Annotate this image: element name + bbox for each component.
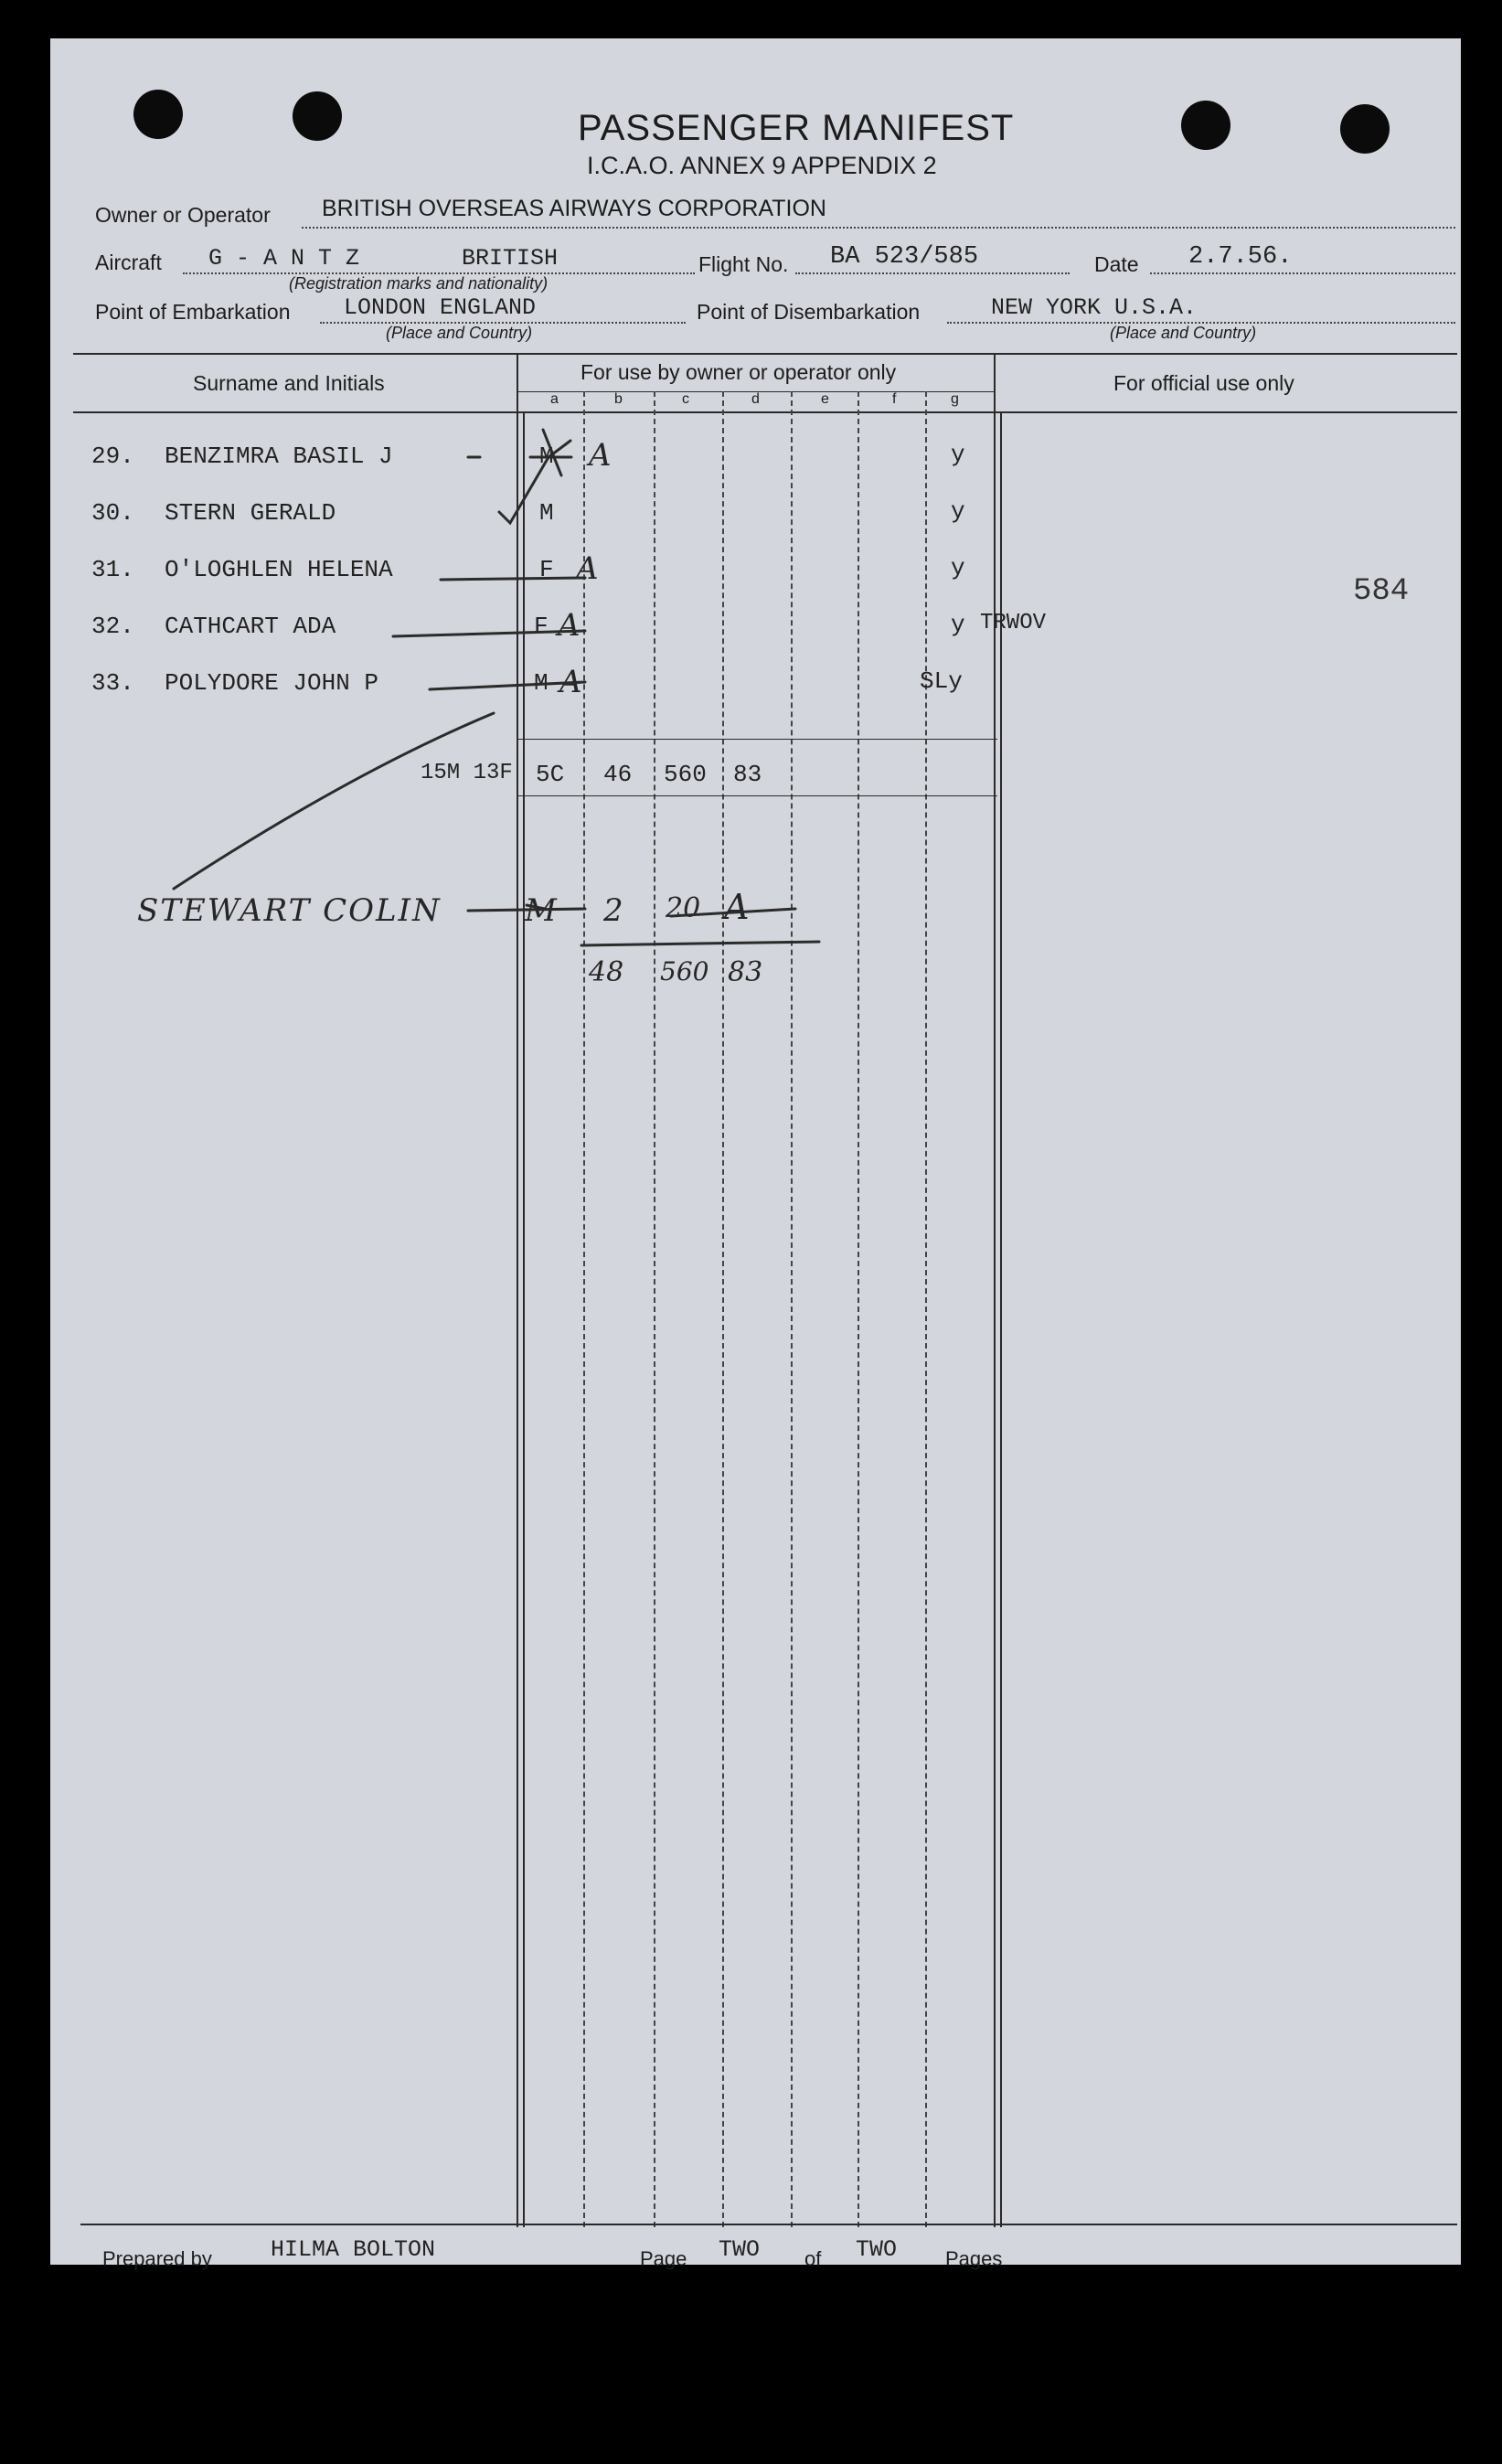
disembark-label: Point of Disembarkation xyxy=(697,300,921,324)
embark-label: Point of Embarkation xyxy=(95,300,291,324)
aircraft-note: (Registration marks and nationality) xyxy=(289,274,549,293)
disembark-value: NEW YORK U.S.A. xyxy=(991,294,1198,321)
margin-number: 584 xyxy=(1353,574,1410,609)
handwritten-c: 20 xyxy=(666,892,701,924)
total-a: 5C xyxy=(536,761,565,788)
page-subtitle: I.C.A.O. ANNEX 9 APPENDIX 2 xyxy=(587,152,937,179)
passenger-extra: TRWOV xyxy=(980,611,1047,635)
of-value: TWO xyxy=(856,2236,898,2263)
passenger-sex: F xyxy=(534,613,549,640)
total-d: 83 xyxy=(733,761,762,788)
flight-label: Flight No. xyxy=(698,252,789,276)
embark-note: (Place and Country) xyxy=(386,324,533,342)
row-number: 33. xyxy=(91,669,134,697)
passenger-sex: F xyxy=(539,556,554,583)
total-c: 560 xyxy=(664,761,707,788)
subcol-b: b xyxy=(614,391,623,407)
page-value: TWO xyxy=(719,2236,761,2263)
handwritten-total-c: 560 xyxy=(660,956,709,987)
passenger-name: STERN GERALD xyxy=(165,499,336,527)
prepared-label: Prepared by xyxy=(102,2247,212,2270)
passenger-name: POLYDORE JOHN P xyxy=(165,669,379,697)
row-number: 32. xyxy=(91,613,134,640)
embark-value: LONDON ENGLAND xyxy=(344,294,537,321)
passenger-g: y xyxy=(951,554,965,581)
aircraft-label: Aircraft xyxy=(95,251,162,274)
passenger-sex: M xyxy=(534,669,549,697)
subcol-d: d xyxy=(751,391,760,407)
passenger-g: SLy xyxy=(920,667,963,695)
date-value: 2.7.56. xyxy=(1188,243,1293,271)
handwritten-name: STEWART COLIN xyxy=(137,892,442,929)
passenger-sex: M xyxy=(539,443,554,470)
owner-label: Owner or Operator xyxy=(95,203,271,227)
passenger-name: BENZIMRA BASIL J xyxy=(165,443,393,470)
passenger-code: A xyxy=(589,437,612,474)
page-label: Page xyxy=(640,2247,687,2270)
passenger-g: y xyxy=(951,497,965,525)
subcol-f: f xyxy=(892,391,897,407)
total-mf: 15M 13F xyxy=(421,761,513,785)
passenger-name: O'LOGHLEN HELENA xyxy=(165,556,393,583)
owner-value: BRITISH OVERSEAS AIRWAYS CORPORATION xyxy=(322,196,826,221)
handwritten-total-d: 83 xyxy=(728,956,763,988)
passenger-sex: M xyxy=(539,499,554,527)
subcol-e: e xyxy=(821,391,829,407)
prepared-value: HILMA BOLTON xyxy=(271,2236,436,2263)
passenger-name: CATHCART ADA xyxy=(165,613,336,640)
col-surname-header: Surname and Initials xyxy=(193,371,385,395)
col-owner-header: For use by owner or operator only xyxy=(581,360,897,384)
row-number: 29. xyxy=(91,443,134,470)
total-b: 46 xyxy=(603,761,633,788)
subcol-g: g xyxy=(951,391,959,407)
pages-label: Pages xyxy=(945,2247,1003,2270)
passenger-code: A xyxy=(559,664,582,700)
row-number: 30. xyxy=(91,499,134,527)
passenger-g: y xyxy=(951,441,965,468)
row-number: 31. xyxy=(91,556,134,583)
subcol-c: c xyxy=(682,391,689,407)
handwritten-total-b: 48 xyxy=(589,956,624,988)
date-label: Date xyxy=(1094,252,1139,276)
passenger-code: A xyxy=(558,607,581,644)
handwritten-sex: M xyxy=(525,892,557,929)
aircraft-value: G - A N T Z xyxy=(208,245,360,272)
disembark-note: (Place and Country) xyxy=(1110,324,1257,342)
passenger-g: y xyxy=(951,611,965,638)
aircraft-nationality: BRITISH xyxy=(462,245,559,272)
passenger-code: A xyxy=(576,550,599,587)
flight-value: BA 523/585 xyxy=(830,243,979,271)
handwritten-b: 2 xyxy=(603,892,623,929)
of-label: of xyxy=(804,2247,822,2270)
handwritten-d: A xyxy=(724,887,750,927)
col-official-header: For official use only xyxy=(1113,371,1294,395)
subcol-a: a xyxy=(550,391,559,407)
page-title: PASSENGER MANIFEST xyxy=(578,108,1015,148)
